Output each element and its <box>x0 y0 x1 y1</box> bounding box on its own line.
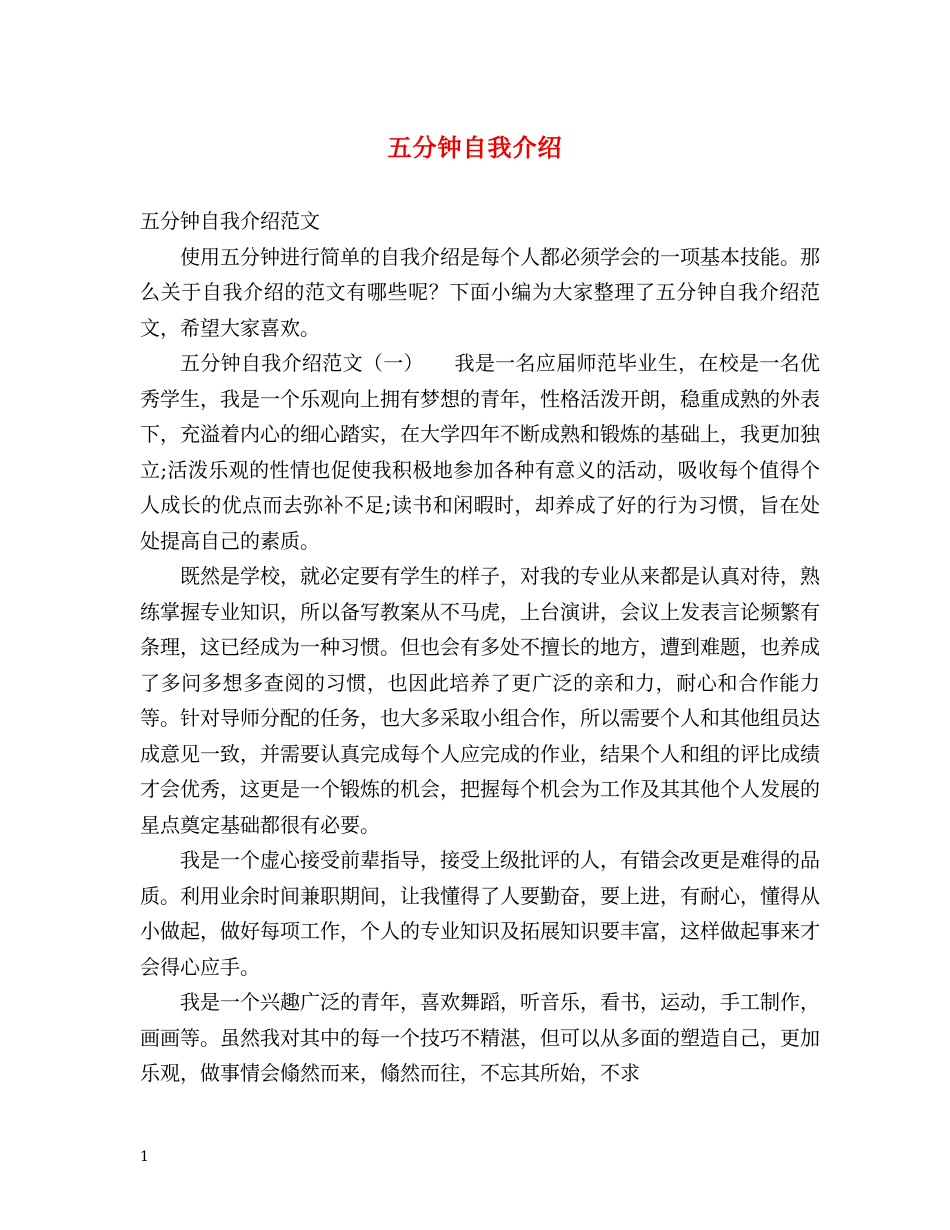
document-title: 五分钟自我介绍 <box>387 133 563 162</box>
paragraph: 既然是学校，就必定要有学生的样子，对我的专业从来都是认真对待，熟练掌握专业知识，所以备写教案从不马虎，上台演讲，会议上发表言论频繁有条理，这已经成为一种习惯。但也会有多处不擅长的地方，遭到难题，也养成了多问多想多查阅的习惯，也因此培养了更广泛的亲和力，耐心和合作能力等。针对导师分配的任务，也大多采取小组合作，所以需要个人和其他组员达成意见一致，并需要认真完成每个人应完成的作业，结果个人和组的评比成绩才会优秀，这更是一个锻炼的机会，把握每个机会为工作及其其他个人发展的星点奠定基础都很有必要。 <box>140 564 820 837</box>
paragraph: 五分钟自我介绍范文（一） 我是一名应届师范毕业生，在校是一名优秀学生，我是一个乐观向上拥有梦想的青年，性格活泼开朗，稳重成熟的外表下，充溢着内心的细心踏实，在大学四年不断成熟和锻炼的基础上，我更加独立;活泼乐观的性情也促使我积极地参加各种有意义的活动，吸收每个值得个人成长的优点而去弥补不足;读书和闲暇时，却养成了好的行为习惯，旨在处处提高自己的素质。 <box>140 351 820 553</box>
paragraph: 我是一个虚心接受前辈指导，接受上级批评的人，有错会改更是难得的品质。利用业余时间兼职期间，让我懂得了人要勤奋，要上进，有耐心，懂得从小做起，做好每项工作，个人的专业知识及拓展知识要丰富，这样做起事来才会得心应手。 <box>140 848 820 979</box>
page-number: 1 <box>140 1149 149 1165</box>
paragraph: 使用五分钟进行简单的自我介绍是每个人都必须学会的一项基本技能。那么关于自我介绍的范文有哪些呢？下面小编为大家整理了五分钟自我介绍范文，希望大家喜欢。 <box>140 244 820 340</box>
paragraph: 我是一个兴趣广泛的青年，喜欢舞蹈，听音乐，看书，运动，手工制作，画画等。虽然我对其中的每一个技巧不精湛，但可以从多面的塑造自己，更加乐观，做事情会翛然而来，翛然而往，不忘其所始，不求 <box>140 990 820 1085</box>
document-body <box>140 204 820 1092</box>
section-heading: 五分钟自我介绍范文 <box>140 209 320 233</box>
